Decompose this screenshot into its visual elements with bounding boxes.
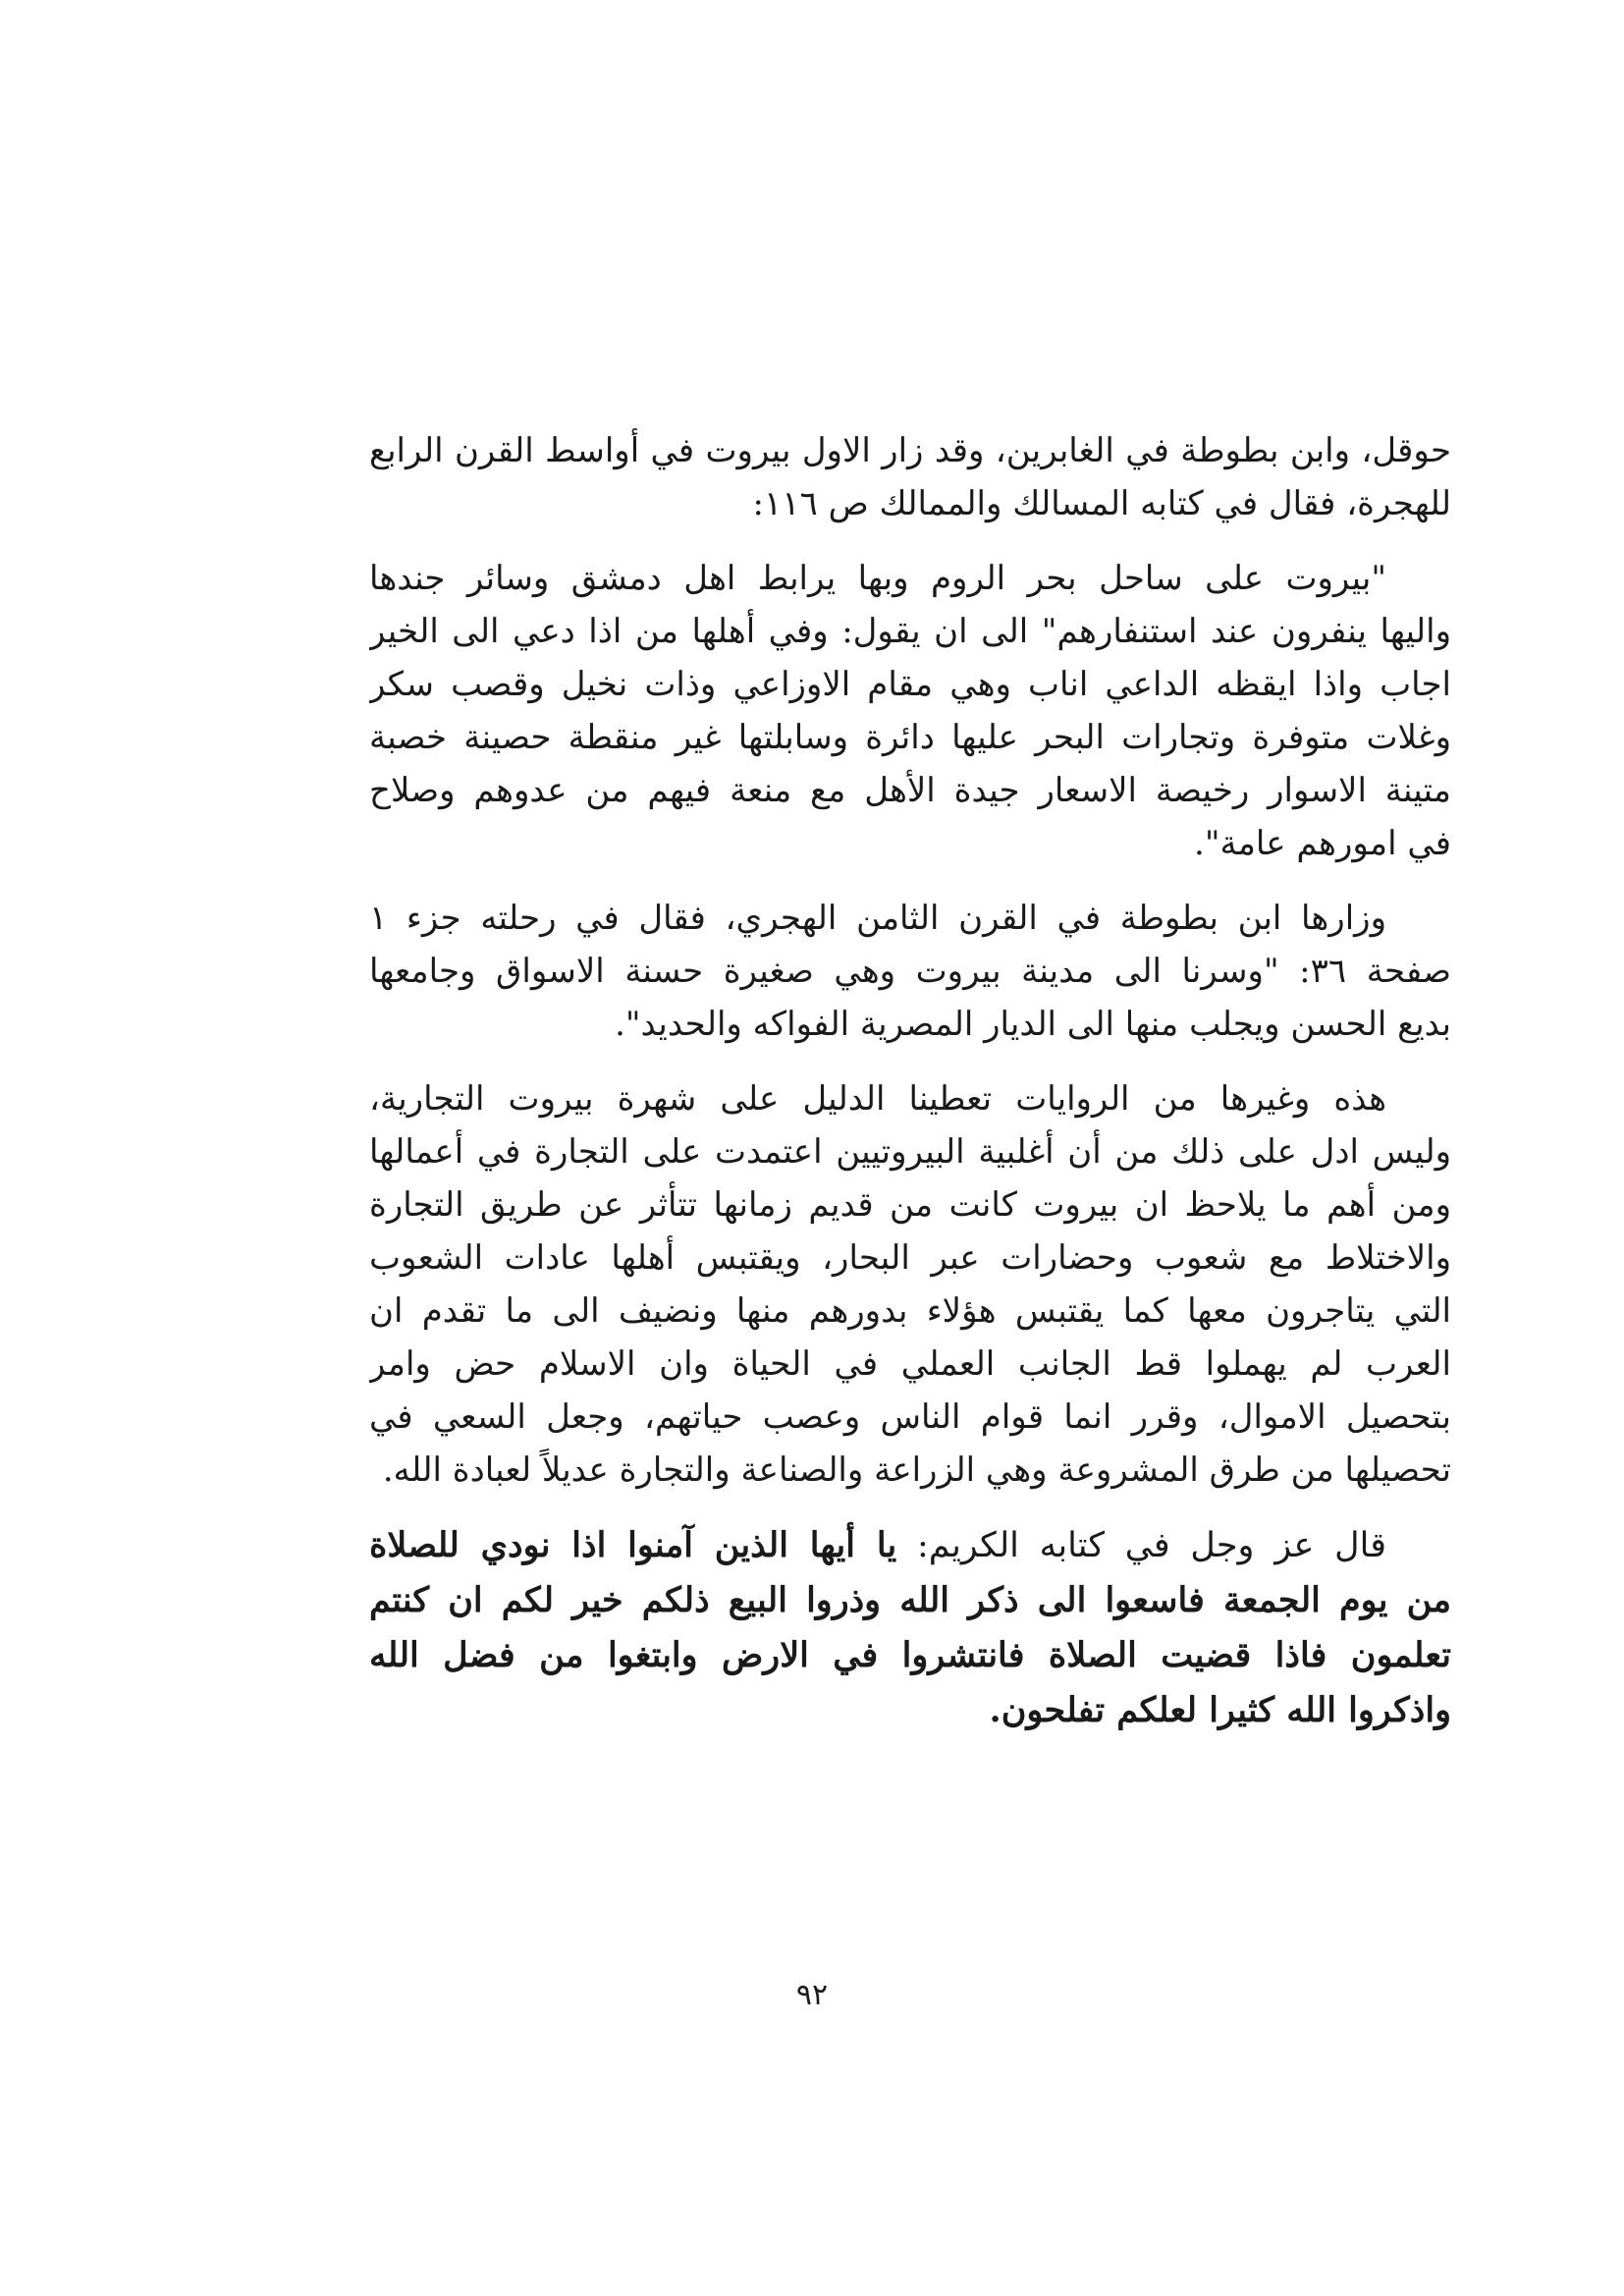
text-line: هذه وغيرها من الروايات تعطينا الدليل على شهرة بيروت التجارية، xyxy=(369,1079,1386,1119)
text-line: التي يتاجرون معها كما يقتبس هؤلاء بدورهم منها ونضيف الى ما تقدم ان xyxy=(369,1291,1451,1331)
text-line: بتحصيل الاموال، وقرر انما قوام الناس وعصب حياتهم، وجعل السعي في xyxy=(369,1397,1451,1437)
text-line: وزارها ابن بطوطة في القرن الثامن الهجري، فقال في رحلته جزء ١ xyxy=(369,899,1386,938)
text-line xyxy=(369,1518,1451,1573)
verse-intro: قال عز وجل في كتابه الكريم: xyxy=(896,1526,1386,1565)
paragraph-3 xyxy=(369,892,1451,1051)
text-line: "بيروت على ساحل بحر الروم وبها يرابط اهل دمشق وسائر جندها xyxy=(369,559,1386,598)
text-line: ومن أهم ما يلاحظ ان بيروت كانت من قديم زمانها تتأثر عن طريق التجارة xyxy=(369,1185,1451,1225)
paragraph-4 xyxy=(369,1072,1451,1497)
text-line: واذكروا الله كثيرا لعلكم تفلحون. xyxy=(989,1690,1451,1730)
page-number: ٩٢ xyxy=(795,1978,829,2012)
text-line: واليها ينفرون عند استنفارهم" الى ان يقول: وفي أهلها من اذا دعي الى الخير xyxy=(369,612,1451,651)
text-line: متينة الاسوار رخيصة الاسعار جيدة الأهل مع منعة فيهم من عدوهم وصلاح xyxy=(369,771,1451,810)
text-line: للهجرة، فقال في كتابه المسالك والممالك ص ١١٦: xyxy=(752,484,1451,523)
body-text xyxy=(369,424,1451,1738)
text-line: تعلمون فاذا قضيت الصلاة فانتشروا في الارض وابتغوا من فضل الله xyxy=(369,1635,1451,1675)
text-line: في امورهم عامة". xyxy=(1194,824,1451,863)
text-line: بديع الحسن ويجلب منها الى الديار المصرية الفواكه والحديد". xyxy=(615,1005,1451,1044)
text-line: حوقل، وابن بطوطة في الغابرين، وقد زار الاول بيروت في أواسط القرن الرابع xyxy=(369,431,1451,470)
text-line: صفحة ٣٦: "وسرنا الى مدينة بيروت وهي صغيرة حسنة الاسواق وجامعها xyxy=(369,952,1451,991)
text-line: من يوم الجمعة فاسعوا الى ذكر الله وذروا البيع ذلكم خير لكم ان كنتم xyxy=(369,1580,1451,1620)
paragraph-1 xyxy=(369,424,1451,530)
paragraph-2-quote xyxy=(369,552,1451,870)
text-line: وليس ادل على ذلك من أن أغلبية البيروتيين اعتمدت على التجارة في أعمالها xyxy=(369,1132,1451,1172)
paragraph-5-quran-verse xyxy=(369,1518,1451,1738)
text-line: والاختلاط مع شعوب وحضارات عبر البحار، ويقتبس أهلها عادات الشعوب xyxy=(369,1238,1451,1278)
text-line: تحصيلها من طرق المشروعة وهي الزراعة والصناعة والتجارة عديلاً لعبادة الله. xyxy=(382,1450,1451,1490)
text-line: وغلات متوفرة وتجارات البحر عليها دائرة وسابلتها غير منقطة حصينة خصبة xyxy=(369,718,1451,757)
text-line: العرب لم يهملوا قط الجانب العملي في الحياة وان الاسلام حض وامر xyxy=(369,1344,1451,1384)
text-line: اجاب واذا ايقظه الداعي اناب وهي مقام الاوزاعي وذات نخيل وقصب سكر xyxy=(369,665,1451,704)
verse-text: يا أيها الذين آمنوا اذا نودي للصلاة xyxy=(369,1525,897,1565)
